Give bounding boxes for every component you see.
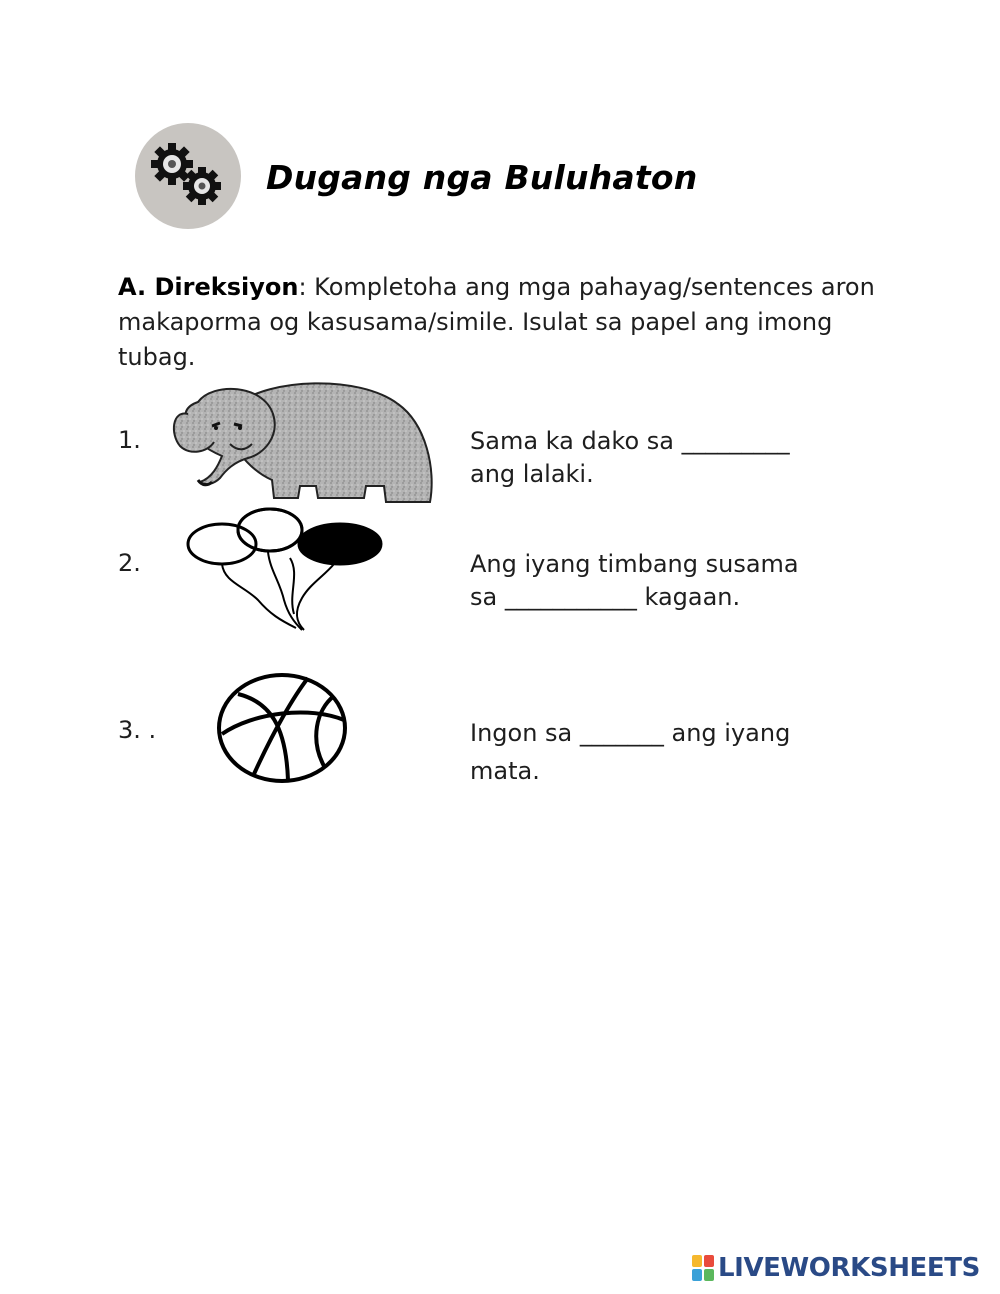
directions — [118, 270, 878, 375]
item-sentence-3-line2: mata. — [470, 757, 540, 785]
item-sentence-2-line2: sa ___________ kagaan. — [470, 583, 741, 611]
item-sentence-2 — [470, 548, 870, 614]
liveworksheets-logo — [692, 1253, 980, 1283]
item-sentence-1-line2: ang lalaki. — [470, 460, 594, 488]
item-number-2: 2. — [118, 549, 141, 577]
liveworksheets-icon — [692, 1255, 714, 1281]
item-sentence-2-line1: Ang iyang timbang susama — [470, 550, 799, 578]
item-number-3: 3. . — [118, 716, 157, 744]
elephant-image — [168, 374, 436, 510]
item-sentence-1 — [470, 425, 870, 491]
item-sentence-3-line1: Ingon sa _______ ang iyang — [470, 719, 791, 747]
directions-label: A. Direksiyon — [118, 273, 299, 301]
basketball-image — [214, 670, 350, 790]
item-sentence-1-line1: Sama ka dako sa _________ — [470, 427, 790, 455]
brand-text: LIVEWORKSHEETS — [718, 1253, 980, 1283]
page-title: Dugang nga Buluhaton — [266, 158, 698, 197]
directions-text: : Kompletoha ang mga pahayag/sentences aron makaporma og kasusama/simile. Isulat sa papel ang imong tubag. — [118, 273, 875, 371]
item-sentence-3 — [470, 714, 870, 790]
gears-icon — [134, 122, 242, 230]
balloons-image — [184, 504, 386, 638]
item-number-1: 1. — [118, 426, 141, 454]
